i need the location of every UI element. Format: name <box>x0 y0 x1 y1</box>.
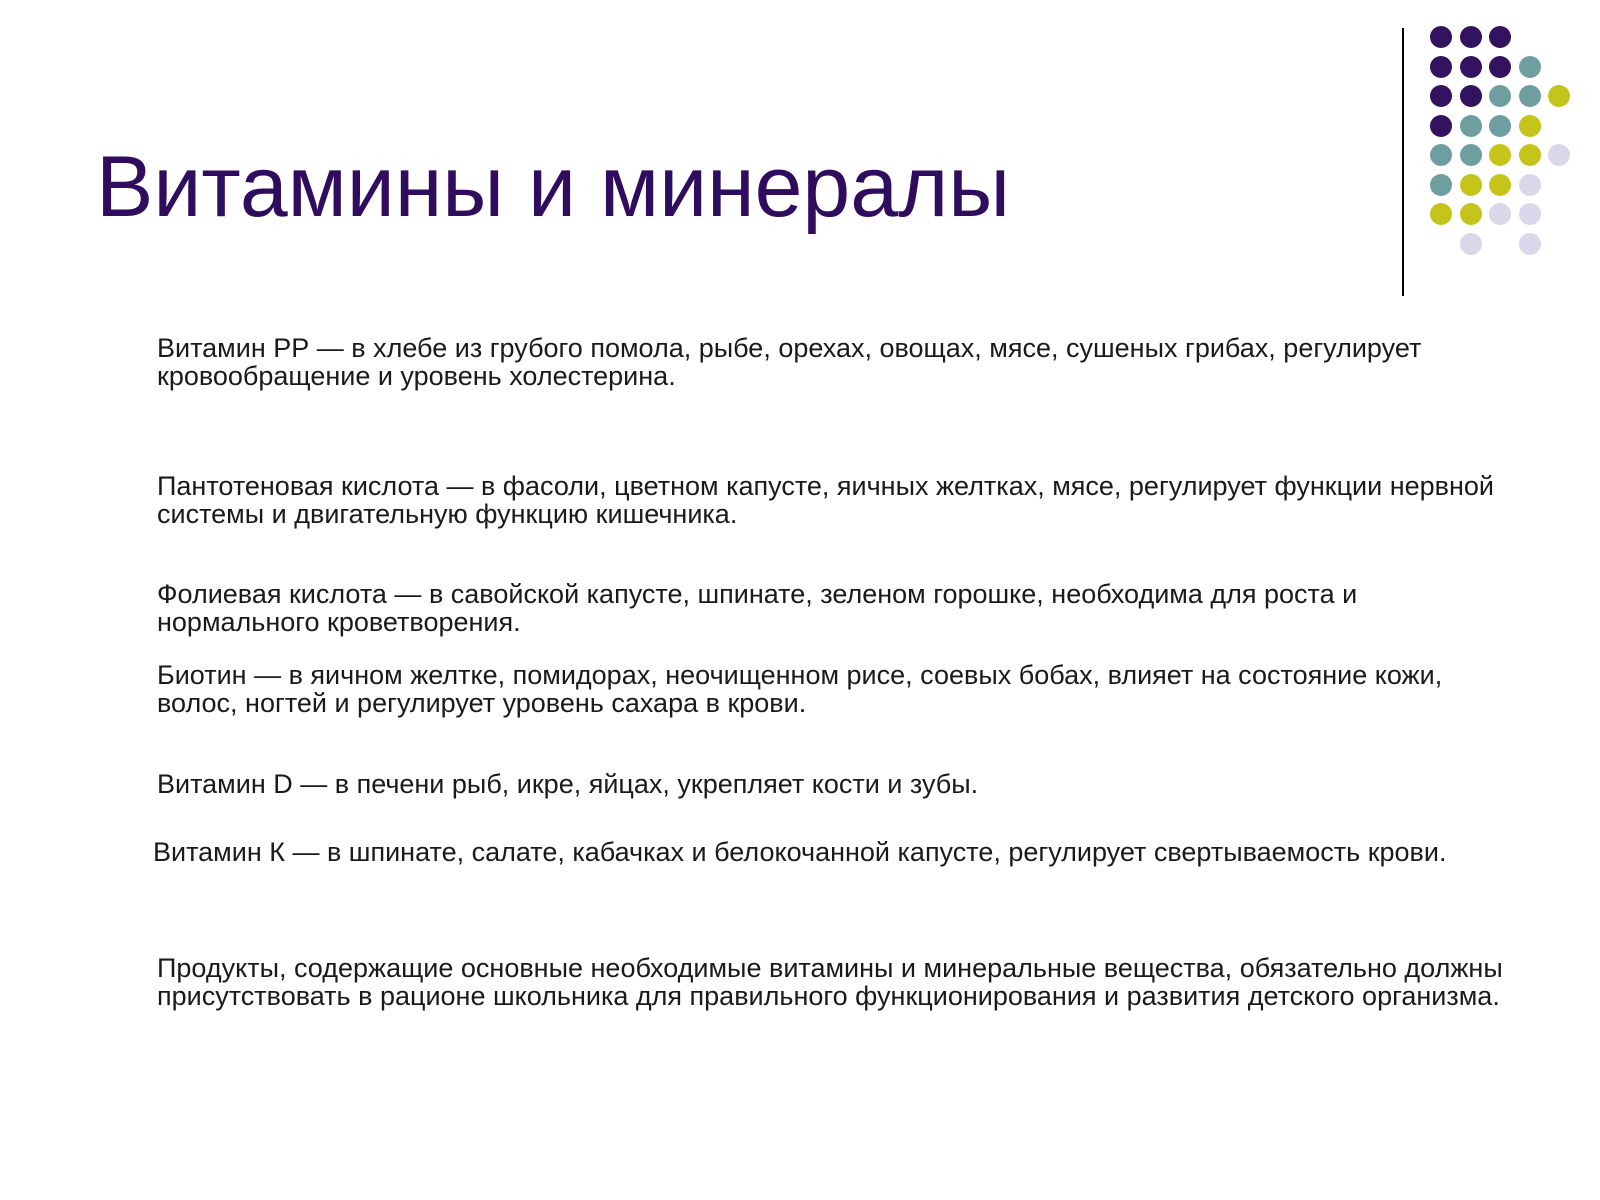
decorative-dot <box>1519 203 1541 225</box>
decorative-dot <box>1430 56 1452 78</box>
decorative-dot <box>1489 115 1511 137</box>
decorative-dot <box>1519 115 1541 137</box>
decorative-dot <box>1460 174 1482 196</box>
decorative-dot <box>1548 85 1570 107</box>
decorative-dot <box>1460 115 1482 137</box>
decorative-dot <box>1460 85 1482 107</box>
decorative-dot <box>1460 233 1482 255</box>
decorative-dot <box>1489 203 1511 225</box>
decorative-dot <box>1430 203 1452 225</box>
decorative-dot <box>1548 144 1570 166</box>
paragraph-folic-acid: Фолиевая кислота — в савойской капусте, шпинате, зеленом горошке, необходима для роста и нормального кроветворения. <box>157 579 1358 637</box>
vertical-divider <box>1402 28 1404 296</box>
decorative-dot <box>1489 56 1511 78</box>
paragraph-vitamin-pp: Витамин РР — в хлебе из грубого помола, рыбе, орехах, овощах, мясе, сушеных грибах, регулирует кровообращение и уровень холестерина. <box>157 333 1422 391</box>
decorative-dot <box>1430 144 1452 166</box>
decorative-dot <box>1489 144 1511 166</box>
decorative-dot <box>1519 174 1541 196</box>
dot-grid-decoration <box>1430 26 1580 266</box>
decorative-dot <box>1489 174 1511 196</box>
decorative-dot <box>1519 233 1541 255</box>
decorative-dot <box>1460 203 1482 225</box>
decorative-dot <box>1519 144 1541 166</box>
decorative-dot <box>1489 85 1511 107</box>
decorative-dot <box>1430 85 1452 107</box>
decorative-dot <box>1430 26 1452 48</box>
paragraph-summary: Продукты, содержащие основные необходимые витамины и минеральные вещества, обязательно должны присутствовать в рационе школьника для правильного функционирования и развития детского организма. <box>157 953 1503 1011</box>
decorative-dot <box>1489 26 1511 48</box>
decorative-dot <box>1430 115 1452 137</box>
paragraph-pantothenic-acid: Пантотеновая кислота — в фасоли, цветном капусте, яичных желтках, мясе, регулирует функции нервной системы и двигательную функцию кишечника. <box>157 471 1495 529</box>
decorative-dot <box>1460 56 1482 78</box>
decorative-dot <box>1430 174 1452 196</box>
decorative-dot <box>1519 85 1541 107</box>
paragraph-vitamin-k: Витамин К — в шпинате, салате, кабачках и белокочанной капусте, регулирует свертываемость крови. <box>153 837 1447 867</box>
decorative-dot <box>1460 26 1482 48</box>
paragraph-vitamin-d: Витамин D — в печени рыб, икре, яйцах, укрепляет кости и зубы. <box>157 769 979 799</box>
slide-title: Витамины и минералы <box>96 139 1011 235</box>
decorative-dot <box>1519 56 1541 78</box>
paragraph-biotin: Биотин — в яичном желтке, помидорах, неочищенном рисе, соевых бобах, влияет на состояние кожи, волос, ногтей и регулирует уровень сахара в крови. <box>157 660 1443 718</box>
decorative-dot <box>1460 144 1482 166</box>
